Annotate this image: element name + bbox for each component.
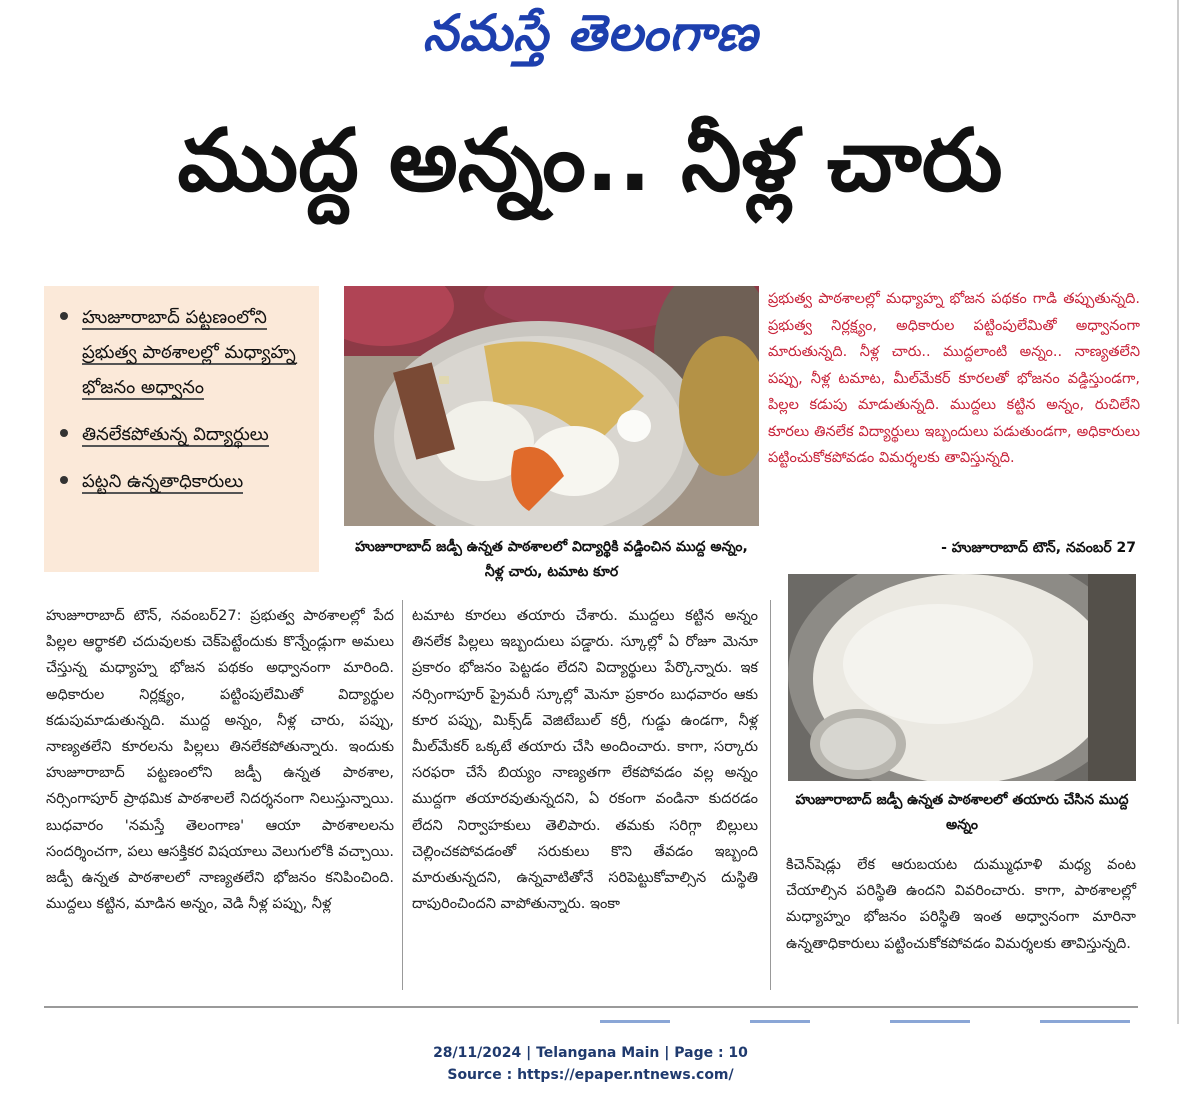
bullet-icon [60, 476, 68, 484]
column-divider [770, 600, 771, 990]
article-column-1: హుజూరాబాద్ టౌన్, నవంబర్27: ప్రభుత్వ పాఠశాలల్లో పేద పిల్లల ఆర్థాకలి చదువులకు చెక్‌పెట్టేందుకు కొన్నేండ్లుగా అమలు చేస్తున్న మధ్యాహ్న భోజన పథకం అధ్వానంగా మారింది. అధికారుల నిర్లక్ష్యం, పట్టింపులేమితో విద్యార్థుల కడుపుమాడుతున్నది. ముద్ద అన్నం, నీళ్ల చారు, పప్పు, నాణ్యతలేని కూరలను పిల్లలు తినలేకపోతున్నారు. ఇందుకు హుజూరాబాద్ పట్టణంలోని జడ్పీ ఉన్నత పాఠశాల, నర్సింగాపూర్ ప్రాథమిక పాఠశాలలే నిదర్శనంగా నిలుస్తున్నాయి. బుధవారం 'నమస్తే తెలంగాణ' ఆయా పాఠశాలలను సందర్శించగా, పలు ఆసక్తికర విషయాలు వెలుగులోకి వచ్చాయి. జడ్పీ ఉన్నత పాఠశాలలో నాణ్యతలేని భోజనం కనిపించింది. ముద్దలు కట్టిన, మాడిన అన్నం, వెడి నీళ్ల పప్పు, నీళ్ల [46, 608, 394, 913]
article-byline: - హుజూరాబాద్ టౌన్, నవంబర్ 27 [941, 540, 1136, 556]
decorative-bars [600, 1020, 1140, 1024]
photo-caption-1: హుజూరాబాద్ జడ్పీ ఉన్నత పాఠశాలలో విద్యార్థికి వడ్డించిన ముద్ద అన్నం, నీళ్ల చారు, టమాట కూర [355, 539, 748, 580]
highlight-item [60, 417, 309, 452]
highlight-text: తినలేకపోతున్న విద్యార్థులు [82, 424, 269, 445]
highlight-item [60, 300, 309, 405]
photo-caption-2: హుజూరాబాద్ జడ్పీ ఉన్నత పాఠశాలలో తయారు చేసిన ముద్ద అన్నం [795, 792, 1129, 833]
rice-pot-photo [788, 574, 1136, 781]
footer-date-page: 28/11/2024 | Telangana Main | Page : 10 [433, 1045, 748, 1061]
article-column-2: టమాట కూరలు తయారు చేశారు. ముద్దలు కట్టిన అన్నం తినలేక పిల్లలు ఇబ్బందులు పడ్డారు. స్కూల్లో ఏ రోజూ మెనూ ప్రకారం భోజనం పెట్టడం లేదని విద్యార్థులు పేర్కొన్నారు. ఇక నర్సింగాపూర్ ప్రైమరీ స్కూల్లో మెనూ ప్రకారం బుధవారం ఆకు కూర పప్పు, మిక్స్‌డ్ వెజిటేబుల్ కర్రీ, గుడ్డు ఉండగా, నీళ్ల మీల్‌మేకర్ ఒక్కటే తయారు చేసి అందించారు. కాగా, సర్కారు సరఫరా చేసే బియ్యం నాణ్యతగా లేకపోవడం వల్ల అన్నం ముద్దగా తయారవుతున్నదని, ఏ రకంగా వండినా కుదరడం లేదని నిర్వాహకులు తెలిపారు. తమకు సరిగ్గా బిల్లులు చెల్లించకపోవడంతో సరుకులు కొని తేవడం ఇబ్బంది మారుతున్నదని, ఉన్నవాటితోనే సరిపెట్టుకోవాల్సిన దుస్థితి దాపురించిందని వాపోతున్నారు. ఇంకా [412, 608, 758, 913]
page-right-border [1177, 0, 1179, 1024]
food-plate-photo [344, 286, 759, 526]
page-footer [0, 1042, 1181, 1086]
highlight-text: హుజూరాబాద్ పట్టణంలోని ప్రభుత్వ పాఠశాలల్లో మధ్యాహ్న భోజనం అధ్వానం [82, 307, 296, 398]
bullet-icon [60, 429, 68, 437]
newspaper-masthead: నమస్తే తెలంగాణ [422, 4, 759, 62]
page-bottom-rule [44, 1006, 1138, 1008]
article-intro: ప్రభుత్వ పాఠశాలల్లో మధ్యాహ్న భోజన పథకం గాడి తప్పుతున్నది. ప్రభుత్వ నిర్లక్ష్యం, అధికారుల పట్టింపులేమితో అధ్వానంగా మారుతున్నది. నీళ్ల చారు.. ముద్దలాంటి అన్నం.. నాణ్యతలేని పప్పు, నీళ్ల టమాట, మీల్‌మేకర్ కూరలతో భోజనం వడ్డిస్తుండగా, పిల్లల కడుపు మాడుతున్నది. ముద్దలు కట్టిన అన్నం, రుచిలేని కూరలు తినలేక విద్యార్థులు ఇబ్బందులు పడుతుండగా, అధికారులు పట్టించుకోకపోవడం విమర్శలకు తావిస్తున్నది. [768, 291, 1140, 466]
article-headline: ముద్ద అన్నం.. నీళ్ల చారు [177, 111, 1003, 211]
footer-source-link[interactable]: Source : https://epaper.ntnews.com/ [447, 1067, 734, 1083]
bullet-icon [60, 312, 68, 320]
highlights-box [44, 286, 319, 572]
highlight-text: పట్టని ఉన్నతాధికారులు [82, 471, 244, 492]
article-column-3: కిచెన్‌షెడ్లు లేక ఆరుబయట దుమ్ముధూళి మధ్య వంట చేయాల్సిన పరిస్థితి ఉందని వివరించారు. కాగా, పాఠశాలల్లో మధ్యాహ్నం భోజనం పరిస్థితి ఇంత అధ్వానంగా మారినా ఉన్నతాధికారులు పట్టించుకోకపోవడం విమర్శలకు తావిస్తున్నది. [786, 857, 1136, 952]
highlight-item [60, 464, 309, 499]
column-divider [402, 600, 403, 990]
